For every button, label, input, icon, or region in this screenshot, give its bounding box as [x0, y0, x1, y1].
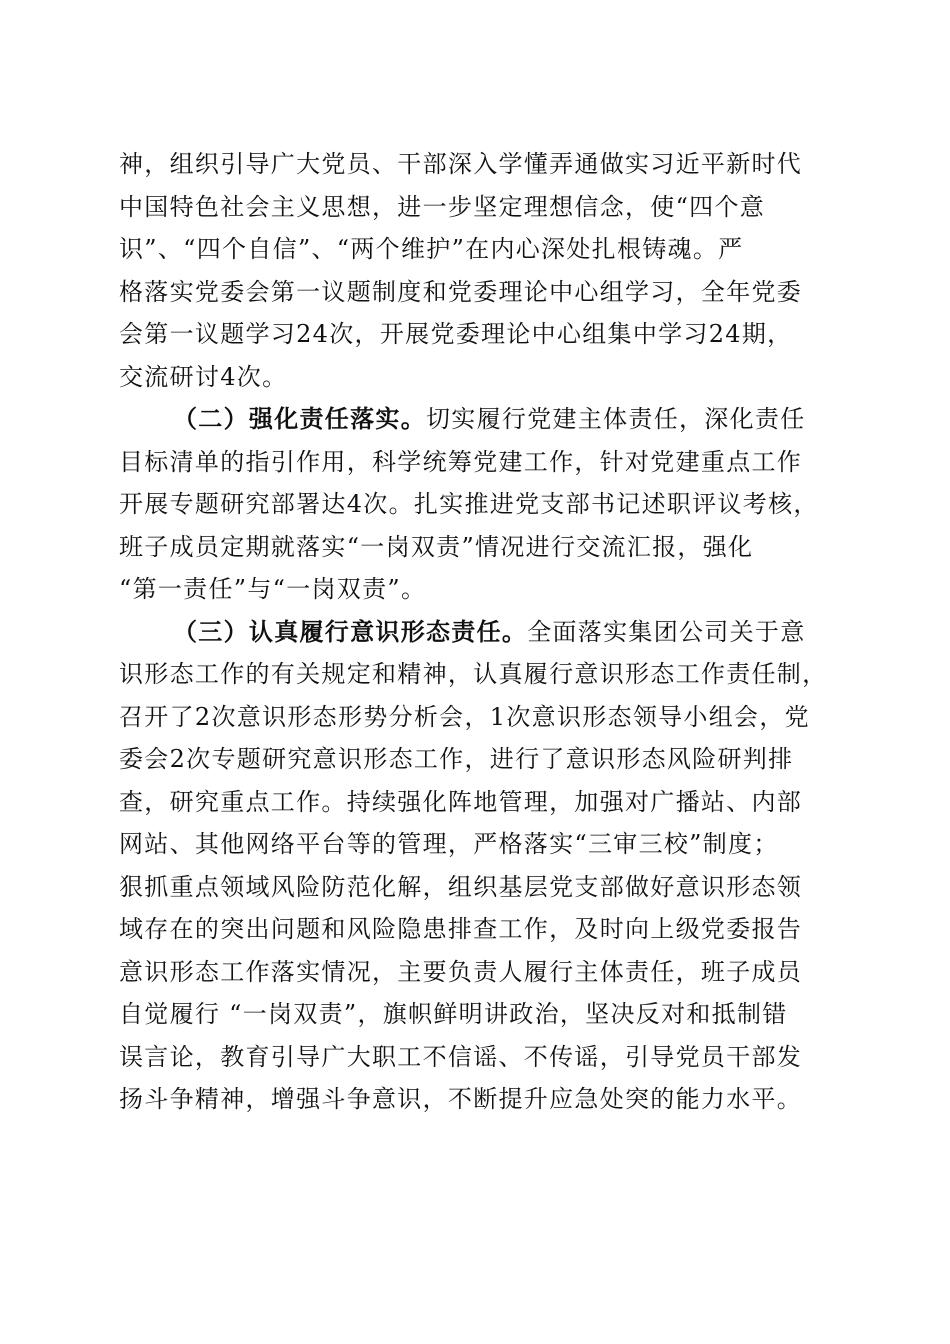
text-segment: 切实履行党建主体责任，深化责任 — [426, 405, 806, 433]
paragraph-first-line — [119, 611, 831, 654]
text-line: 网站、其他网络平台等的管理，严格落实“三审三校”制度； — [119, 830, 779, 858]
text-line: 域存在的突出问题和风险隐患排查工作，及时向上级党委报告 — [119, 915, 803, 943]
text-line: 识形态工作的有关规定和精神，认真履行意识形态工作责任制， — [119, 660, 828, 688]
paragraph-ideology — [119, 611, 831, 1121]
text-line: “第一责任”与“一岗双责”。 — [119, 575, 427, 603]
paragraph-responsibility — [119, 398, 831, 611]
document-body — [119, 143, 831, 1121]
text-line: 委会2次专题研究意识形态工作，进行了意识形态风险研判排 — [119, 745, 794, 773]
text-line: 神，组织引导广大党员、干部深入学懂弄通做实习近平新时代 — [119, 150, 803, 178]
text-line: 狠抓重点领域风险防范化解，组织基层党支部做好意识形态领 — [119, 872, 803, 901]
text-line: 扬斗争精神，增强斗争意识，不断提升应急处突的能力水平。 — [119, 1085, 803, 1113]
text-line: 班子成员定期就落实“一岗双责”情况进行交流汇报，强化 — [119, 532, 754, 561]
text-line: 识”、“四个自信”、“两个维护”在内心深处扎根铸魂。严 — [119, 235, 744, 263]
text-line: 意识形态工作落实情况，主要负责人履行主体责任，班子成员 — [119, 957, 803, 986]
paragraph-first-line — [119, 398, 831, 441]
text-line: 格落实党委会第一议题制度和党委理论中心组学习，全年党委 — [119, 277, 803, 306]
text-line: 开展专题研究部署达4次。扎实推进党支部书记述职评议考核， — [119, 490, 819, 518]
text-line: 中国特色社会主义思想，进一步坚定理想信念，使“四个意 — [119, 192, 766, 221]
text-line: 会第一议题学习24次，开展党委理论中心组集中学习24期， — [119, 320, 793, 348]
paragraph-study — [119, 143, 831, 398]
text-line: 召开了2次意识形态形势分析会，1次意识形态领导小组会，党 — [119, 702, 810, 731]
text-segment: 全面落实集团公司关于意 — [527, 617, 806, 646]
section-heading: （二）强化责任落实。 — [173, 404, 426, 433]
text-line: 自觉履行 “一岗双责”，旗帜鲜明讲政治，坚决反对和抵制错 — [119, 1000, 788, 1028]
text-line: 查，研究重点工作。持续强化阵地管理，加强对广播站、内部 — [119, 787, 803, 816]
text-line: 交流研讨4次。 — [119, 362, 288, 391]
text-line: 目标清单的指引作用，科学统筹党建工作，针对党建重点工作 — [119, 447, 803, 476]
section-heading: （三）认真履行意识形态责任。 — [173, 616, 528, 646]
text-line: 误言论，教育引导广大职工不信谣、不传谣，引导党员干部发 — [119, 1042, 803, 1071]
